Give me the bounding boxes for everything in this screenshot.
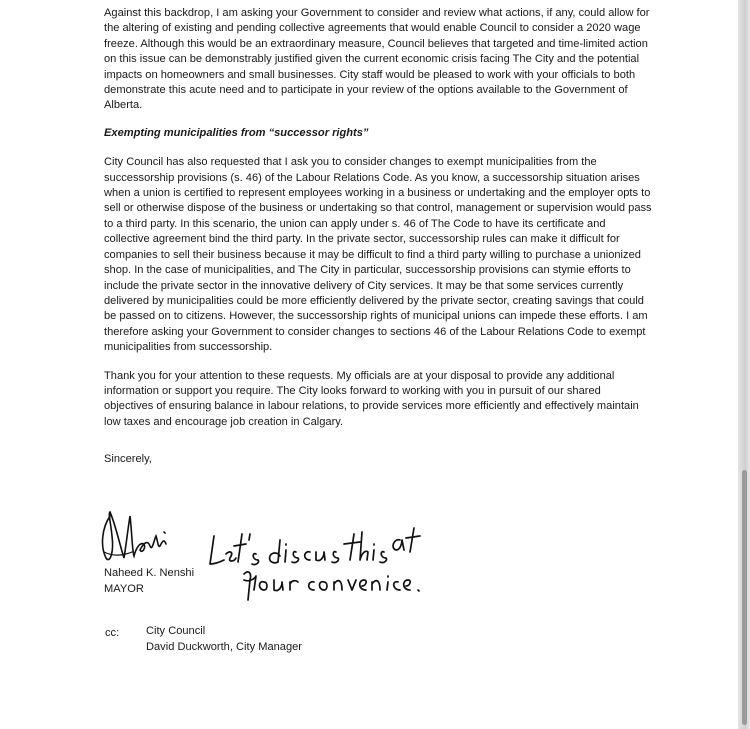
signer-title: MAYOR [104,583,144,595]
mayor-signature [98,506,178,568]
paragraph-thank-you: Thank you for your attention to these requests. My officials are at your disposal to provide any additional information or support you require. The City looks forward to working with you in pursuit of our shared objectives of ensuring balance in labour relations, to provide services more efficiently and effectively maintain low taxes and encourage job creation in Calgary. [104,369,639,428]
paragraph-successorship: City Council has also requested that I ask you to consider changes to exempt municipalities from the successorship provisions (s. 46) of the Labour Relations Code. As you know, a successorship situation arises when a union is certified to represent employees working in a business or undertaking and the employer opts to sell or otherwise dispose of the business or undertaking so that control, management or supervision would pass to a third party. In this scenario, the union can apply under s. 46 of The Code to have its certificate and collective agreement bind the third party. In the private sector, successorship rules can make it difficult for companies to sell their business because it may be difficult to find a third party willing to purchase a unionized shop. In the case of municipalities, and The City in particular, successorship provisions can stymie efforts to include the private sector in the innovative delivery of City services. It may be that some services currently delivered by municipalities could be more efficiently delivered by the private sector, creating savings that could be passed on to citizens. However, the successorship rights of municipal unions can impede these efforts. I am therefore asking your Government to consider changes to sections 46 of the Labour Relations Code to exempt municipalities from successorship. [104,156,652,354]
cc-label: cc: [105,627,120,639]
closing-salutation: Sincerely, [104,453,152,466]
handwritten-note [204,520,434,610]
cc-recipients [146,624,302,655]
signature-block [104,506,664,616]
signer-name: Naheed K. Nenshi [104,567,195,579]
paragraph-wage-freeze: Against this backdrop, I am asking your Government to consider and review what actions, if any, could allow for the altering of existing and pending collective agreements that would enable Council to consider a 2020 wage freeze. Although this would be an extraordinary measure, Council believes that targeted and time-limited action on this issue can be demonstrably justified given the current economic crisis facing The City and the potential impacts on homeowners and small businesses. City staff would be pleased to work with your officials to both demonstrate this acute need and to participate in your review of the options available to the Government of Alberta. [104,7,650,112]
cc-recipient: David Duckworth, City Manager [146,640,302,653]
letter-body [104,6,652,468]
cc-recipient: City Council [146,625,206,637]
scrollbar[interactable] [742,470,747,725]
section-heading-successor-rights: Exempting municipalities from “successor rights” [104,126,369,139]
